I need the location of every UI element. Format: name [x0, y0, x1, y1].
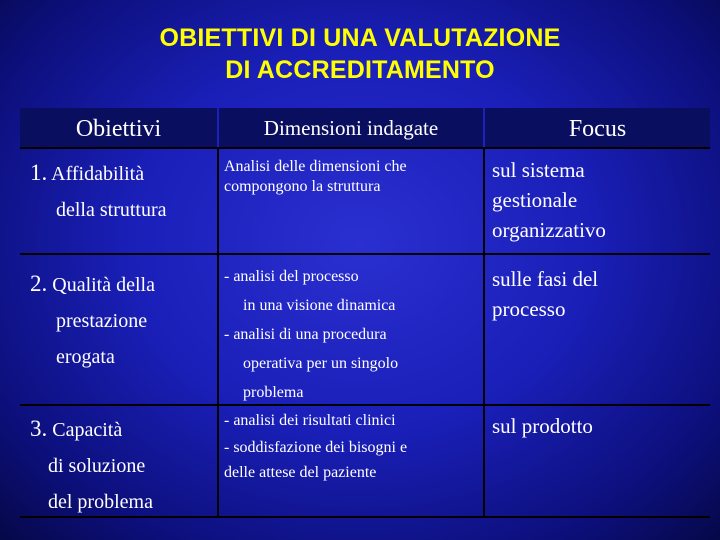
objective-2-title: [30, 266, 215, 303]
objective-3-line1: Capacità: [52, 419, 123, 441]
page-title: [0, 22, 720, 86]
header-focus: Focus: [568, 116, 627, 142]
focus-3: [492, 411, 707, 441]
focus-2-line2: processo: [492, 297, 566, 321]
focus-1: [492, 155, 707, 245]
objective-1-number: 1.: [30, 160, 48, 185]
focus-1-line1: sul sistema: [492, 158, 585, 182]
dimension-2-line3: - analisi di una procedura: [224, 326, 387, 343]
objective-3-title: [30, 411, 215, 448]
objective-3: [30, 411, 215, 520]
column-divider-2: [483, 147, 485, 517]
header-objectives: Obiettivi: [75, 116, 162, 142]
objective-3-line3: del problema: [48, 491, 153, 513]
row-divider-1: [20, 147, 710, 149]
objective-3-line2: di soluzione: [48, 455, 146, 477]
title-line-1: OBIETTIVI DI UNA VALUTAZIONE: [159, 24, 561, 52]
objective-1-line2: della struttura: [56, 199, 167, 221]
focus-1-line2: gestionale: [492, 188, 578, 212]
objective-2: [30, 266, 215, 375]
objective-2-line2: prestazione: [56, 310, 148, 332]
objective-2-line1: Qualità della: [52, 274, 155, 296]
column-divider-1: [217, 147, 219, 517]
dimension-3: [224, 410, 480, 482]
objective-1-line1: Affidabilità: [51, 163, 145, 185]
objective-1: [30, 155, 215, 228]
focus-2: [492, 264, 707, 324]
objective-1-title: [30, 155, 215, 192]
dimension-3-line2: - soddisfazione dei bisogni e: [224, 439, 408, 456]
dimension-2-line2: in una visione dinamica: [243, 297, 396, 314]
objective-2-line3: erogata: [56, 346, 115, 368]
dimension-2-line1: - analisi del processo: [224, 268, 359, 285]
dimension-1-line2: compongono la struttura: [224, 178, 381, 195]
dimension-3-line3: delle attese del paziente: [224, 464, 377, 481]
dimension-2: [224, 262, 480, 407]
focus-1-line3: organizzativo: [492, 218, 606, 242]
objective-2-number: 2.: [30, 271, 48, 296]
focus-3-line1: sul prodotto: [492, 414, 593, 438]
dimension-1-line1: Analisi delle dimensioni che: [224, 158, 407, 175]
row-divider-2: [20, 253, 710, 255]
title-line-2: DI ACCREDITAMENTO: [225, 56, 495, 84]
objective-3-number: 3.: [30, 416, 48, 441]
dimension-2-line5: problema: [243, 384, 304, 401]
dimension-2-line4: operativa per un singolo: [243, 355, 399, 372]
header-dimensions: Dimensioni indagate: [263, 116, 439, 140]
dimension-3-line1: - analisi dei risultati clinici: [224, 412, 396, 429]
dimension-1: [224, 157, 480, 197]
focus-2-line1: sulle fasi del: [492, 267, 599, 291]
